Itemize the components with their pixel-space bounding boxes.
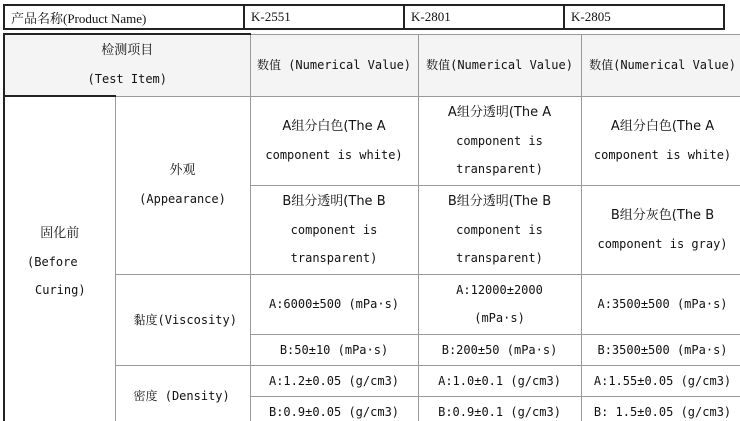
cell-line: component is <box>456 222 543 237</box>
cell-line: transparent) <box>290 250 378 265</box>
cell-line: B组分透明(The B <box>447 193 552 209</box>
appearance-label-cell <box>115 96 250 274</box>
density-label: 密度 (Density) <box>115 365 250 421</box>
appearance-a-k2551 <box>250 96 418 185</box>
cell-line: component is white) <box>593 147 732 162</box>
density-b-k2551: B:0.9±0.05 (g/cm3) <box>250 396 418 421</box>
test-item-header <box>4 34 250 96</box>
value-header-k2805: 数值(Numerical Value) <box>581 34 740 96</box>
density-b-k2805: B: 1.5±0.05 (g/cm3) <box>581 396 740 421</box>
cell-line: transparent) <box>456 161 543 176</box>
cell-line: A组分白色(The A <box>610 118 715 134</box>
cell-line: (mPa·s) <box>474 311 525 325</box>
cell-line: component is white) <box>265 147 403 162</box>
category-label-en-2: Curing) <box>35 282 86 297</box>
appearance-b-k2805 <box>581 185 740 274</box>
viscosity-b-k2805: B:3500±500 (mPa·s) <box>581 334 740 365</box>
appearance-label-en: (Appearance) <box>139 192 226 206</box>
cell-line: A:3500±500 (mPa·s) <box>597 297 728 311</box>
appearance-label: 外观 <box>169 163 196 178</box>
value-header-k2551: 数值 (Numerical Value) <box>250 34 418 96</box>
appearance-b-k2551 <box>250 185 418 274</box>
cell-line: A:6000±500 (mPa·s) <box>268 297 400 311</box>
cell-line: transparent) <box>456 250 543 265</box>
appearance-row-a <box>4 96 740 185</box>
cell-line: component is gray) <box>597 236 728 251</box>
viscosity-b-k2551: B:50±10 (mPa·s) <box>250 334 418 365</box>
viscosity-a-k2805 <box>581 274 740 334</box>
cell-line: component is <box>456 133 543 148</box>
cell-line: B组分透明(The B <box>282 193 386 209</box>
cell-line: component is <box>290 222 378 237</box>
product-name-row <box>4 5 724 29</box>
cell-line: B组分灰色(The B <box>610 207 715 223</box>
viscosity-label: 黏度(Viscosity) <box>115 274 250 365</box>
product-name-label: 产品名称(Product Name) <box>4 5 244 29</box>
spec-table <box>3 33 740 421</box>
cell-line: A组分白色(The A <box>282 118 386 134</box>
product-k2805: K-2805 <box>564 5 724 29</box>
product-k2801: K-2801 <box>404 5 564 29</box>
viscosity-row-a <box>4 274 740 334</box>
viscosity-a-k2801 <box>418 274 581 334</box>
density-a-k2805: A:1.55±0.05 (g/cm3) <box>581 365 740 396</box>
category-cell <box>4 96 115 421</box>
value-header-k2801: 数值(Numerical Value) <box>418 34 581 96</box>
category-label-en-1: (Before <box>27 254 78 269</box>
appearance-a-k2801 <box>418 96 581 185</box>
category-label: 固化前 <box>40 225 80 241</box>
appearance-a-k2805 <box>581 96 740 185</box>
cell-line: A组分透明(The A <box>447 104 552 120</box>
test-item-label: 检测项目 <box>101 43 154 58</box>
test-item-label-en: (Test Item) <box>87 72 167 86</box>
cell-line: A:12000±2000 <box>456 283 543 297</box>
density-b-k2801: B:0.9±0.1 (g/cm3) <box>418 396 581 421</box>
viscosity-b-k2801: B:200±50 (mPa·s) <box>418 334 581 365</box>
product-name-table <box>3 4 725 30</box>
appearance-b-k2801 <box>418 185 581 274</box>
spec-header-row <box>4 34 740 96</box>
density-a-k2551: A:1.2±0.05 (g/cm3) <box>250 365 418 396</box>
density-row-a <box>4 365 740 396</box>
product-k2551: K-2551 <box>244 5 404 29</box>
density-a-k2801: A:1.0±0.1 (g/cm3) <box>418 365 581 396</box>
viscosity-a-k2551 <box>250 274 418 334</box>
